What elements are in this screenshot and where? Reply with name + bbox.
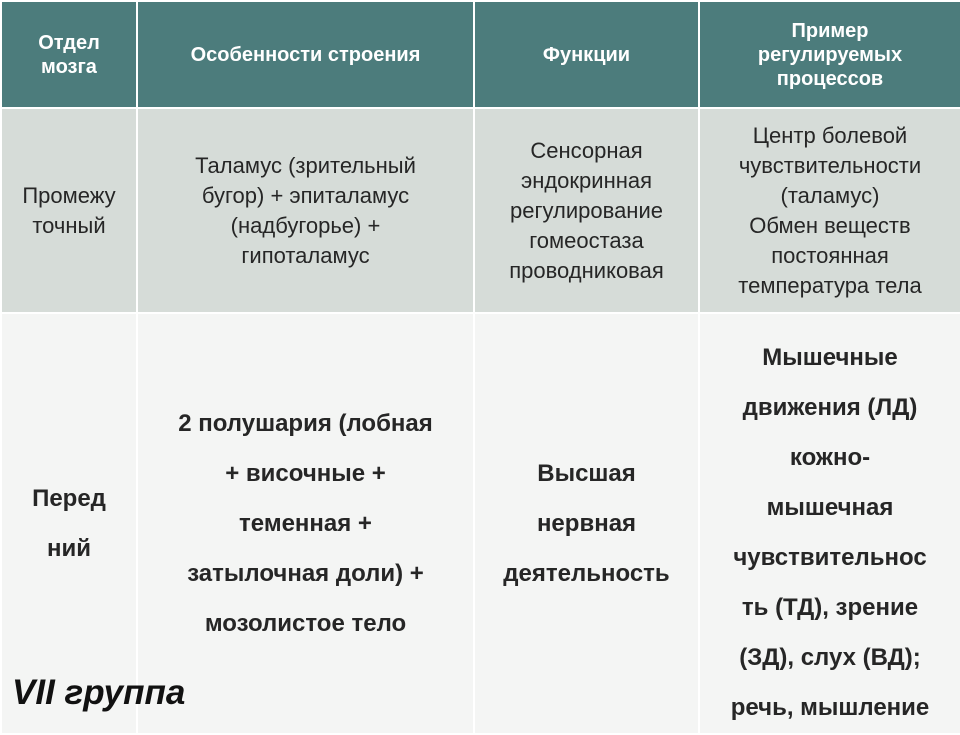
cell-line: эндокринная	[520, 167, 653, 193]
cell-line: мышечная	[766, 494, 894, 521]
cell-line: чувствительнос	[733, 544, 927, 571]
cell-line: Высшая	[537, 459, 636, 487]
cell-line: чувствительности	[738, 152, 922, 178]
cell-line: мозолистое тело	[204, 609, 407, 637]
cell-line: процессов	[776, 67, 884, 90]
cell-line: 2 полушария (лобная	[178, 409, 433, 437]
cell-line: Центр болевой	[752, 122, 908, 148]
cell-line: (таламус)	[780, 182, 880, 208]
cell-line: деятельность	[503, 559, 670, 587]
cell-functions	[474, 108, 699, 313]
cell-line: проводниковая	[509, 257, 664, 283]
cell-line: + височные +	[225, 459, 386, 487]
cell-line: Пример	[791, 19, 869, 42]
cell-line: Сенсорная	[530, 137, 643, 163]
cell-line: бугор) + эпиталамус	[201, 182, 410, 208]
cell-line: гомеостаза	[529, 227, 644, 253]
cell-line: мозга	[41, 55, 97, 78]
cell-line: Мышечные	[762, 344, 898, 371]
table-header-row	[1, 1, 960, 108]
cell-section	[1, 108, 137, 313]
cell-functions	[474, 313, 699, 734]
cell-line: Функции	[542, 43, 631, 66]
cell-line: ний	[46, 534, 91, 562]
cell-line: Обмен веществ	[749, 212, 911, 238]
cell-line: Промежу	[22, 182, 116, 208]
cell-line: речь, мышление	[730, 694, 930, 721]
cell-examples	[699, 313, 960, 734]
table-row	[1, 108, 960, 313]
cell-line: Таламус (зрительный	[195, 152, 416, 178]
group-caption: VII группа	[12, 673, 186, 712]
cell-line: движения (ЛД)	[742, 394, 918, 421]
cell-examples	[699, 108, 960, 313]
cell-line: (ЗД), слух (ВД);	[739, 644, 921, 671]
header-cell-section	[1, 1, 137, 108]
header-cell-structure	[137, 1, 474, 108]
cell-line: точный	[32, 212, 106, 238]
cell-line: нервная	[536, 509, 637, 537]
cell-line: теменная +	[239, 509, 372, 537]
cell-line: Отдел	[38, 31, 100, 54]
header-cell-examples	[699, 1, 960, 108]
cell-line: регулирование	[510, 197, 663, 223]
cell-structure	[137, 313, 474, 734]
cell-structure	[137, 108, 474, 313]
cell-line: кожно-	[789, 444, 871, 471]
cell-line: регулируемых	[757, 43, 903, 66]
cell-line: Перед	[32, 484, 106, 512]
cell-line: постоянная	[771, 242, 889, 268]
header-cell-functions	[474, 1, 699, 108]
cell-line: ть (ТД), зрение	[741, 594, 919, 621]
cell-line: затылочная доли) +	[187, 559, 424, 587]
cell-line: гипоталамус	[241, 242, 370, 268]
cell-line: (надбугорье) +	[230, 212, 381, 238]
cell-line: температура тела	[738, 272, 922, 298]
cell-line: Особенности строения	[190, 43, 421, 66]
